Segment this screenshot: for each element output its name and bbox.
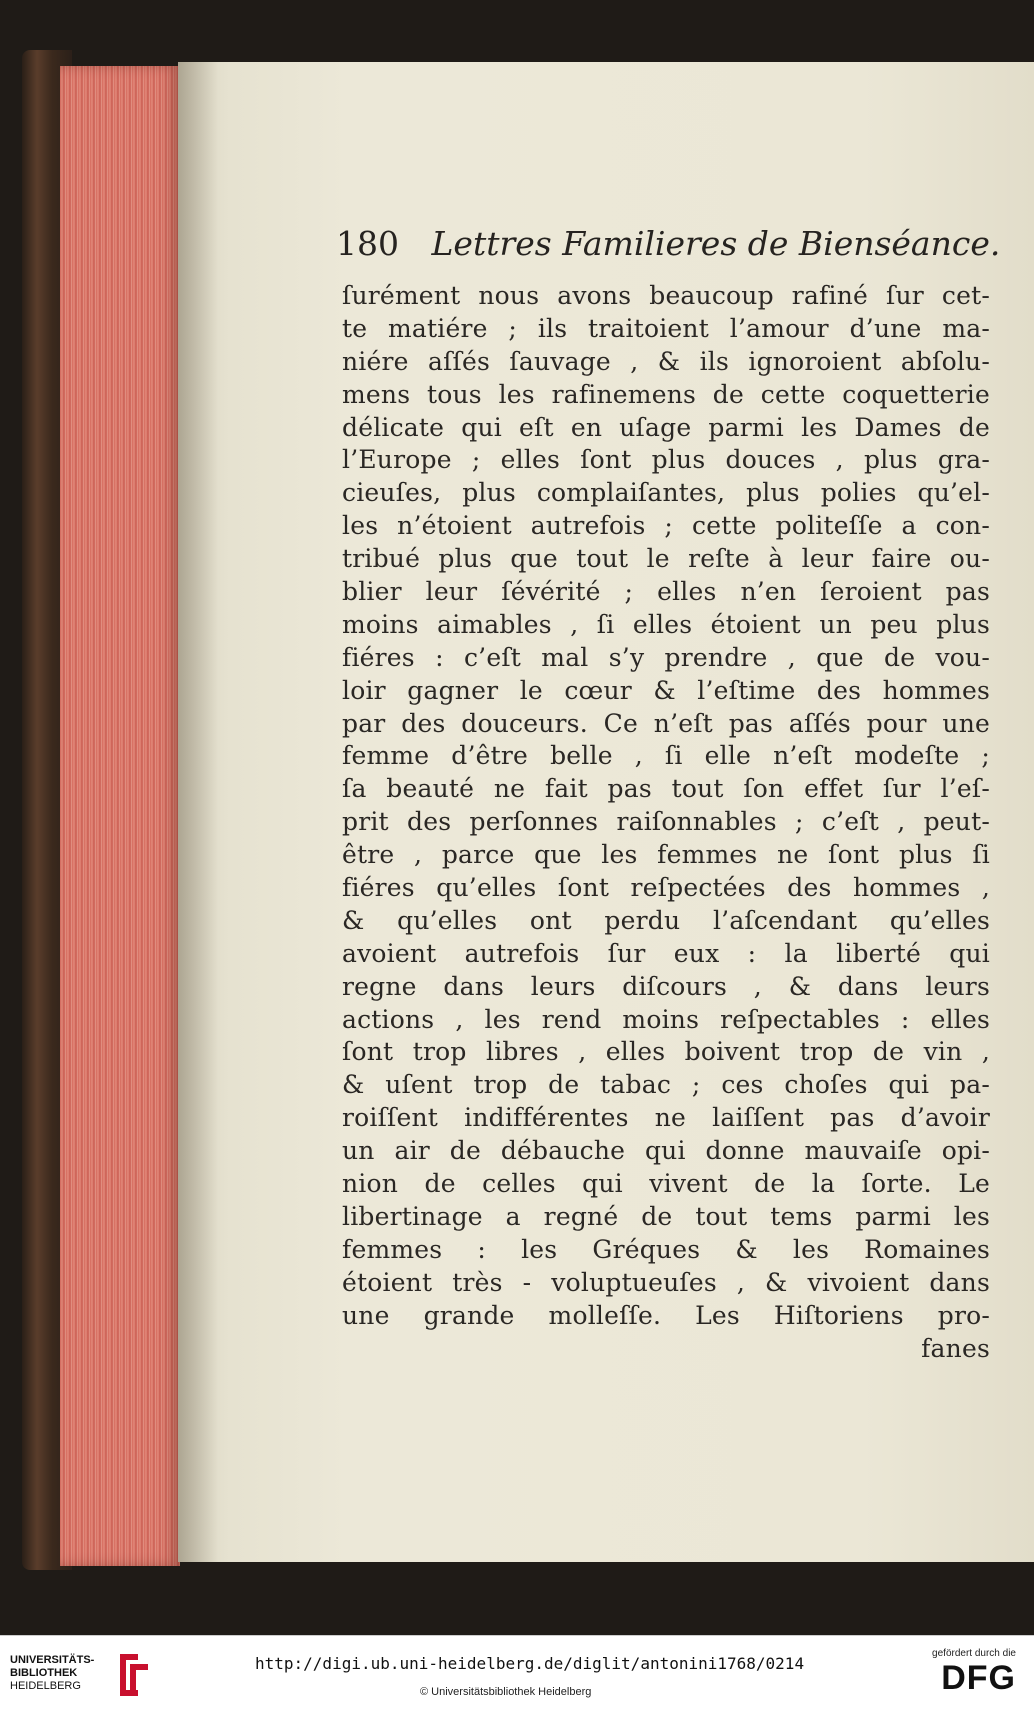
text-line: moins aimables , ſi elles étoient un peu plus [342,609,990,639]
text-line: ſont trop libres , elles boivent trop de vin , [342,1037,990,1067]
text-line: délicate qui eſt en uſage parmi les Dames de [342,412,990,442]
text-line: mens tous les rafinemens de cette coquetterie [342,379,990,409]
text-line: être , parce que les femmes ne ſont plus ſi [342,840,990,870]
library-logo[interactable] [10,1652,150,1704]
text-line: femme d’être belle , ſi elle n’eſt modeſte ; [342,741,990,771]
text-line: avoient autrefois ſur eux : la liberté qui [342,938,990,968]
running-head [336,224,1001,263]
viewer-footer [0,1635,1034,1716]
book-page [178,62,1034,1562]
funder-caption: gefördert durch die [932,1648,1016,1659]
text-line: te matiére ; ils traitoient l’amour d’une ma- [342,313,990,343]
text-line: les n’étoient autrefois ; cette politeſſe a con- [342,511,990,541]
text-line: femmes : les Gréques & les Romaines [342,1234,990,1264]
gutter-shadow [178,62,218,1562]
catchword: fanes [921,1333,990,1363]
text-line: roiſſent indifférentes ne laiſſent pas d’avoir [342,1103,990,1133]
text-line: niére aſſés ſauvage , & ils ignoroient abſolu- [342,346,990,376]
text-line: prit des perſonnes raiſonnables ; c’eſt , peut- [342,807,990,837]
text-line: ſa beauté ne fait pas tout ſon effet ſur l’eſ- [342,774,990,804]
body-text [342,280,990,1365]
text-line: & uſent trop de tabac ; ces choſes qui pa- [342,1070,990,1100]
text-line: tribué plus que tout le reſte à leur faire ou- [342,544,990,574]
text-line: nion de celles qui vivent de la ſorte. Le [342,1169,990,1199]
text-line: fiéres qu’elles ſont reſpectées des hommes , [342,873,990,903]
text-line: par des douceurs. Ce n’eſt pas aſſés pour une [342,708,990,738]
text-line: actions , les rend moins reſpectables : elles [342,1004,990,1034]
text-line: fiéres : c’eſt mal s’y prendre , que de vou- [342,642,990,672]
text-line: une grande molleſſe. Les Hiſtoriens pro- [342,1300,990,1330]
red-page-edges [60,66,180,1566]
text-line: l’Europe ; elles ſont plus douces , plus gra- [342,445,990,475]
library-emblem-icon [116,1652,152,1698]
text-line: blier leur ſévérité ; elles n’en ſeroient pas [342,577,990,607]
copyright-notice: © Universitätsbibliothek Heidelberg [420,1686,592,1698]
text-line: loir gagner le cœur & l’eſtime des hommes [342,675,990,705]
funder-logo[interactable] [896,1648,1016,1708]
text-line: ſurément nous avons beaucoup rafiné ſur cet- [342,281,990,310]
page-number: 180 [336,224,399,263]
text-line: cieuſes, plus complaiſantes, plus polies qu’el- [342,478,990,508]
text-line: & qu’elles ont perdu l’aſcendant qu’elles [342,905,990,935]
library-name: UNIVERSITÄTS- BIBLIOTHEK HEIDELBERG [10,1654,95,1692]
permalink-url[interactable]: http://digi.ub.uni-heidelberg.de/diglit/antonini1768/0214 [255,1654,805,1673]
text-line: libertinage a regné de tout tems parmi les [342,1201,990,1231]
dfg-logo: DFG [941,1659,1016,1697]
text-line: regne dans leurs diſcours , & dans leurs [342,971,990,1001]
running-title: Lettres Familieres de Bienséance. [431,224,1001,263]
text-line: un air de débauche qui donne mauvaiſe opi- [342,1136,990,1166]
text-line: étoient très - voluptueuſes , & vivoient dans [342,1267,990,1297]
